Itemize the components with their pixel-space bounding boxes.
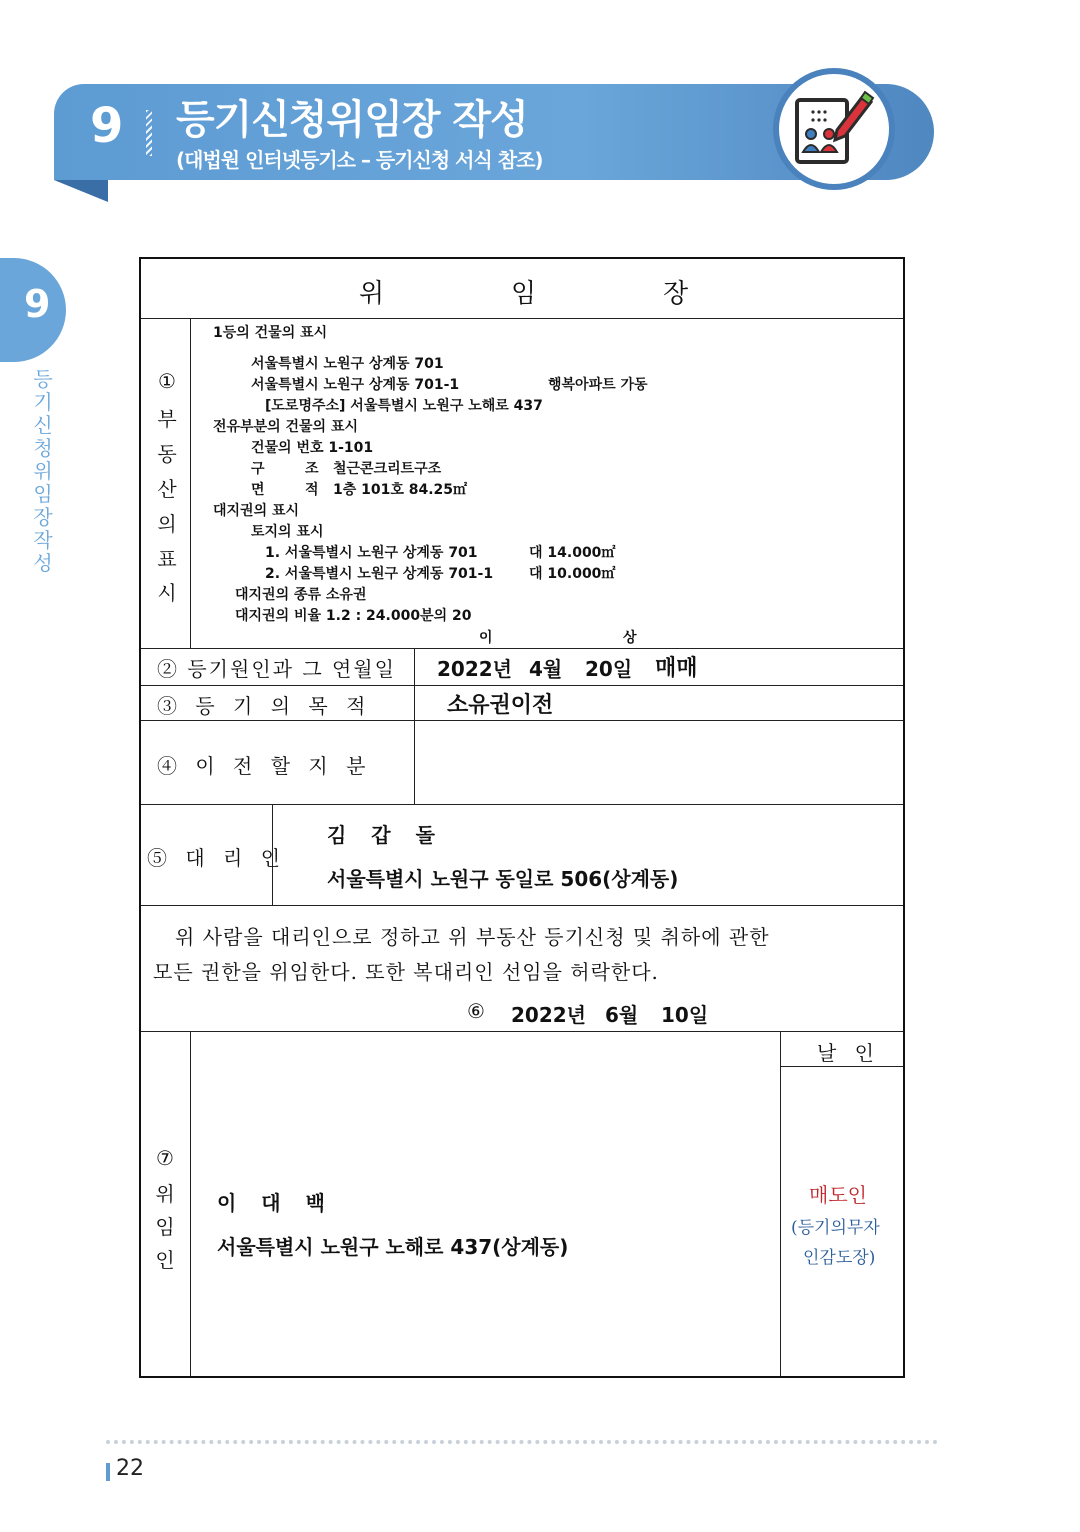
property-line: 2. 서울특별시 노원구 상계동 701-1 [265,566,494,582]
delegator-label-char: 인 [155,1248,175,1272]
property-line: 대지권의 종류 소유권 [235,587,367,603]
power-of-attorney-form [139,257,905,1378]
statement-day: 10일 [661,1003,709,1027]
property-line: 전유부분의 건물의 표시 [213,419,358,435]
delegator-label-char: 위 [155,1182,175,1206]
chapter-banner [54,84,934,180]
property-line: 행복아파트 가동 [548,377,648,393]
seal-header: 날 인 [817,1041,880,1065]
divider-line [141,720,903,721]
property-line: 서울특별시 노원구 상계동 701-1 [251,377,460,393]
property-line: 이 [479,630,493,646]
delegator-label-char: 임 [155,1215,175,1239]
delegator-label-char: ⑦ [156,1146,174,1170]
property-label-char: 동 [157,442,177,466]
property-line: 대지권의 비율 1.2 : 24.000분의 20 [235,608,472,624]
agent-label: ⑤ 대 리 인 [147,846,287,870]
seal-note-1: (등기의무자 [791,1218,880,1238]
agent-address: 서울특별시 노원구 동일로 506(상계동) [327,867,679,891]
divider-line [780,1031,781,1376]
banner-fold [54,180,108,202]
chapter-title: 등기신청위임장 작성 [176,97,528,143]
chapter-subtitle: (대법원 인터넷등기소 – 등기신청 서식 참조) [176,148,543,172]
seal-note-2: 인감도장) [803,1248,876,1268]
statement-marker: ⑥ [467,999,485,1023]
form-title-char-2: 임 [511,279,537,309]
property-label-char: 부 [157,407,177,431]
cause-month: 4월 [529,657,563,681]
property-line: 1. 서울특별시 노원구 상계동 701 [265,545,478,561]
statement-line-2: 모든 권한을 위임한다. 또한 복대리인 선임을 허락한다. [153,960,659,984]
share-label: ④ 이 전 할 지 분 [157,754,372,778]
property-line: 철근콘크리트구조 [333,461,442,477]
cause-type: 매매 [655,656,698,681]
property-label-char: 표 [157,547,177,571]
form-pencil-icon [779,74,889,184]
purpose-label: ③ 등 기 의 목 적 [157,694,372,718]
property-line: 구 [251,461,265,477]
property-line: 대지권의 표시 [213,503,300,519]
footer-dotted-rule [106,1440,938,1444]
property-line: 1층 101호 84.25㎡ [333,482,468,498]
divider-line [780,1066,903,1067]
statement-year: 2022년 [511,1003,586,1027]
property-line: 상 [623,630,637,646]
side-tab-label: 등기신청위임장 작성 [33,367,53,575]
property-line: 조 [305,461,319,477]
seal-role: 매도인 [809,1183,867,1207]
cause-year: 2022년 [437,657,512,681]
property-line: 면 [251,482,265,498]
form-title-char-1: 위 [359,279,385,309]
property-label-char: 시 [157,581,177,605]
form-title-char-3: 장 [663,279,689,309]
divider-line [141,1031,903,1032]
divider-line [141,318,903,319]
delegator-name: 이 대 백 [217,1191,325,1215]
divider-line [141,905,903,906]
divider-line [190,318,191,648]
chapter-number: 9 [90,98,124,154]
divider-line [414,648,415,804]
statement-month: 6월 [605,1003,639,1027]
property-line: 토지의 표시 [251,524,324,540]
property-line: [도로명주소] 서울특별시 노원구 노해로 437 [265,398,543,414]
cause-label: ② 등기원인과 그 연월일 [157,657,396,681]
purpose-value: 소유권이전 [447,693,554,718]
property-line: 건물의 번호 1-101 [251,440,374,456]
agent-name: 김 갑 돌 [327,823,435,847]
property-line: 1등의 건물의 표시 [213,325,328,341]
property-line: 적 [305,482,319,498]
cause-day: 20일 [585,657,633,681]
property-label-char: 산 [157,477,177,501]
banner-divider [146,110,152,156]
divider-line [190,1031,191,1376]
property-line: 대 10.000㎡ [529,566,616,582]
side-tab-number: 9 [24,282,51,326]
divider-line [141,648,903,649]
property-line: 서울특별시 노원구 상계동 701 [251,356,444,372]
property-label-char: 의 [157,512,177,536]
page-number-bar [106,1463,110,1481]
property-line: 대 14.000㎡ [529,545,616,561]
statement-line-1: 위 사람을 대리인으로 정하고 위 부동산 등기신청 및 취하에 관한 [175,925,770,949]
delegator-address: 서울특별시 노원구 노해로 437(상계동) [217,1235,569,1259]
page-number: 22 [116,1456,144,1481]
divider-line [141,804,903,805]
property-label-char: ① [158,369,176,393]
divider-line [141,685,903,686]
